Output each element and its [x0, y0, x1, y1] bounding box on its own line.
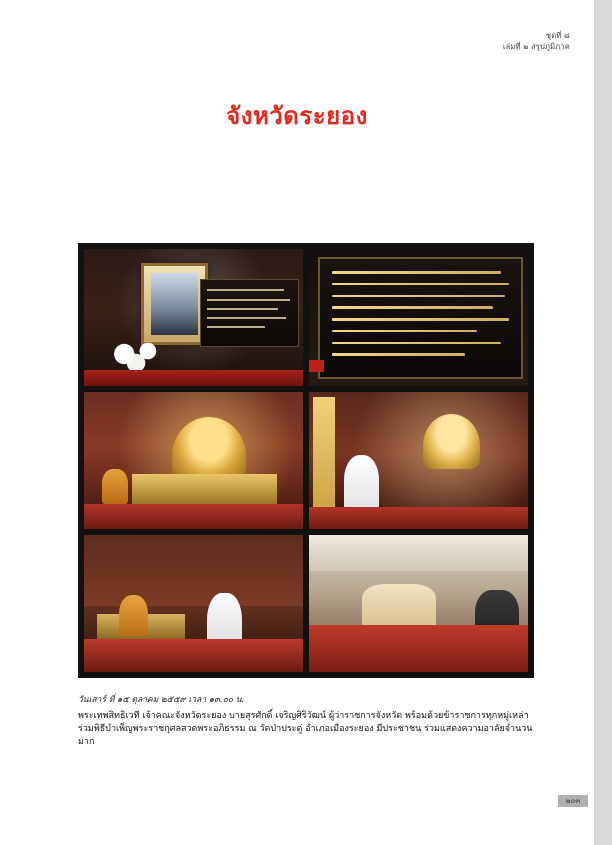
header-volume-label: เล่มที่ ๒ สรุปภูมิภาค — [502, 42, 570, 52]
monk-figure — [102, 469, 128, 505]
monk-figure — [119, 595, 147, 636]
caption-date: วันเสาร์ ที่ ๑๕ ตุลาคม ๒๕๕๙ เวลา ๑๓.๐๐ น. — [78, 695, 245, 705]
photo-officials-white-uniform — [84, 535, 303, 672]
inscription-plaque — [318, 257, 523, 379]
red-marker — [309, 360, 324, 372]
altar-table — [132, 474, 277, 504]
photo-collage — [78, 243, 534, 678]
photo-officiant-bowing — [309, 392, 528, 529]
page-number: ๒๐๓ — [558, 795, 588, 807]
hall-ceiling — [309, 535, 528, 571]
royal-portrait-frame — [141, 263, 208, 346]
photo-buddha-hall-left — [84, 392, 303, 529]
page-edge-bar — [594, 0, 612, 845]
red-carpet — [84, 370, 303, 386]
officiant-figure — [344, 455, 379, 510]
hall-wall — [84, 535, 303, 606]
red-floor — [309, 507, 528, 529]
red-floor — [84, 639, 303, 672]
photo-gold-plaque — [309, 249, 528, 386]
caption-line-2: ร่วมพิธีบำเพ็ญพระราชกุศลสวดพระอภิธรรม ณ วัดป่าประดู่ อำเภอเมืองระยอง มีประชาชน ร่วมแสดงความอาลัยจำนวนมาก — [78, 724, 533, 748]
photo-congregation — [309, 535, 528, 672]
buddha-statue — [172, 417, 246, 483]
flower-arrangement — [102, 342, 176, 372]
caption-line-1: พระเทพสิทธิเวที เจ้าคณะจังหวัดระยอง บายสุรศักดิ์ เจริญศิริวัฒน์ ผู้ว่าราชการจังหวัด พร้อมด้วยข้าราชการทุกหมู่เหล่า — [78, 711, 529, 721]
red-floor — [84, 504, 303, 529]
backdrop-board — [200, 279, 298, 347]
page-title: จังหวัดระยอง — [226, 102, 368, 130]
red-carpet — [309, 625, 528, 672]
photo-caption — [78, 692, 538, 749]
buddha-statue — [423, 414, 480, 469]
page-header — [503, 30, 570, 53]
yellow-drape — [313, 397, 335, 523]
seated-people — [362, 584, 436, 631]
header-series-label: ชุดที่ ๘ — [545, 31, 570, 40]
photo-royal-portrait-ceremony — [84, 249, 303, 386]
